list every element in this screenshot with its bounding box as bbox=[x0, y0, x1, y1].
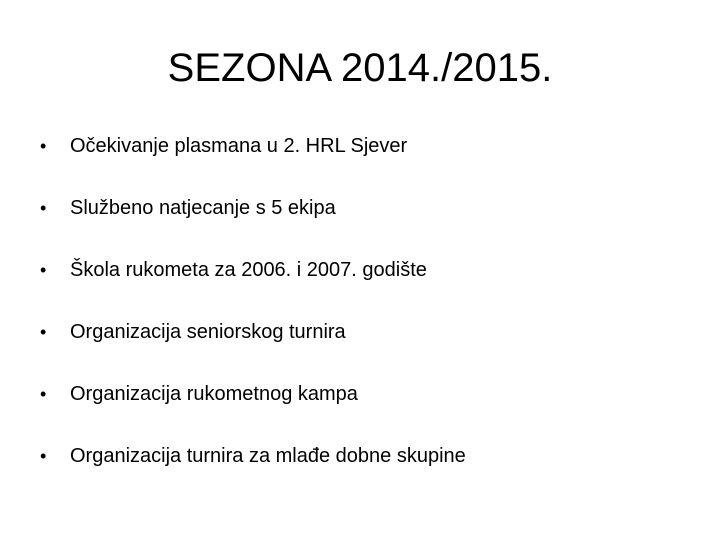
bullet-text: Službeno natjecanje s 5 ekipa bbox=[70, 197, 336, 219]
bullet-text: Očekivanje plasmana u 2. HRL Sjever bbox=[70, 135, 408, 157]
bullet-text: Organizacija turnira za mlađe dobne skupine bbox=[70, 445, 466, 467]
bullet-item bbox=[40, 314, 466, 376]
bullet-icon: • bbox=[40, 260, 47, 280]
bullet-icon: • bbox=[40, 136, 47, 156]
bullet-icon: • bbox=[40, 384, 47, 404]
bullet-text: Škola rukometa za 2006. i 2007. godište bbox=[70, 259, 427, 281]
slide-title: SEZONA 2014./2015. bbox=[167, 46, 553, 90]
bullet-list bbox=[40, 128, 466, 500]
bullet-item bbox=[40, 438, 466, 500]
bullet-icon: • bbox=[40, 198, 47, 218]
bullet-text: Organizacija seniorskog turnira bbox=[70, 321, 346, 343]
bullet-item bbox=[40, 190, 466, 252]
bullet-icon: • bbox=[40, 322, 47, 342]
bullet-item bbox=[40, 252, 466, 314]
bullet-text: Organizacija rukometnog kampa bbox=[70, 383, 358, 405]
bullet-item bbox=[40, 376, 466, 438]
bullet-item bbox=[40, 128, 466, 190]
bullet-icon: • bbox=[40, 446, 47, 466]
